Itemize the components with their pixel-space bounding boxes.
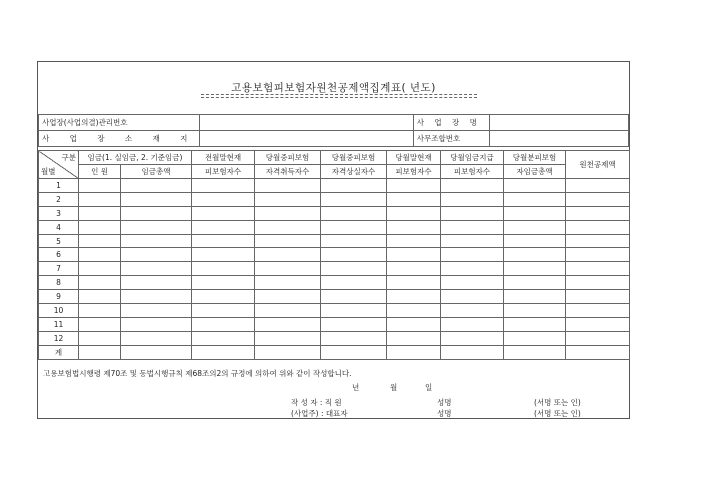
table-cell[interactable] (79, 331, 121, 345)
row-label: 3 (39, 206, 79, 220)
writer-name-label: 성명 (437, 398, 452, 407)
table-cell[interactable] (387, 248, 441, 262)
footer-note: 고용보험법시행령 제70조 및 동법시행규칙 제68조의2의 규정에 의하여 위와 같이 작성합니다. (43, 369, 352, 378)
row-label: 9 (39, 290, 79, 304)
row-label: 1 (39, 179, 79, 193)
col-header-top-1: 전월말현재 (192, 151, 255, 165)
address-label: 사 업 장 소 재 지 (39, 131, 200, 147)
table-cell[interactable] (321, 262, 387, 276)
col-header-bottom-2: 자격취득자수 (255, 165, 321, 179)
table-cell[interactable] (255, 304, 321, 318)
table-cell[interactable] (192, 206, 255, 220)
table-cell[interactable] (441, 317, 504, 331)
col-header-bottom-1: 피보험자수 (192, 165, 255, 179)
office-field[interactable] (490, 131, 629, 147)
table-cell[interactable] (566, 262, 630, 276)
table-cell[interactable] (441, 262, 504, 276)
table-cell[interactable] (79, 345, 121, 359)
col-header-bottom-3: 자격상실자수 (321, 165, 387, 179)
table-row (39, 206, 630, 220)
table-cell[interactable] (321, 290, 387, 304)
table-cell[interactable] (192, 262, 255, 276)
table-cell[interactable] (255, 290, 321, 304)
table-row (39, 234, 630, 248)
table-cell[interactable] (504, 345, 566, 359)
table-cell[interactable] (566, 345, 630, 359)
table-cell[interactable] (387, 206, 441, 220)
table-row (39, 192, 630, 206)
table-cell[interactable] (387, 220, 441, 234)
table-cell[interactable] (441, 179, 504, 193)
table-cell[interactable] (387, 331, 441, 345)
row-label: 7 (39, 262, 79, 276)
table-cell[interactable] (79, 206, 121, 220)
table-cell[interactable] (387, 234, 441, 248)
table-cell[interactable] (79, 234, 121, 248)
table-cell[interactable] (192, 276, 255, 290)
table-cell[interactable] (255, 206, 321, 220)
table-cell[interactable] (441, 220, 504, 234)
table-row (39, 220, 630, 234)
row-label: 6 (39, 248, 79, 262)
table-cell[interactable] (192, 234, 255, 248)
table-cell[interactable] (321, 248, 387, 262)
table-cell[interactable] (566, 276, 630, 290)
table-cell[interactable] (121, 248, 192, 262)
table-row (39, 276, 630, 290)
table-cell[interactable] (566, 331, 630, 345)
table-cell[interactable] (566, 290, 630, 304)
title-underline (201, 94, 477, 98)
table-cell[interactable] (192, 304, 255, 318)
table-cell[interactable] (255, 276, 321, 290)
table-cell[interactable] (79, 262, 121, 276)
table-cell[interactable] (121, 276, 192, 290)
employer-label: (사업주) : 대표자 (291, 409, 348, 418)
table-cell[interactable] (121, 192, 192, 206)
table-cell[interactable] (387, 304, 441, 318)
table-cell[interactable] (192, 192, 255, 206)
site-name-label: 사 업 장 명 (413, 115, 490, 131)
table-cell[interactable] (566, 179, 630, 193)
table-row (39, 345, 630, 359)
table-cell[interactable] (192, 345, 255, 359)
table-cell[interactable] (321, 220, 387, 234)
table-cell[interactable] (255, 248, 321, 262)
table-cell[interactable] (566, 220, 630, 234)
table-cell[interactable] (321, 179, 387, 193)
table-cell[interactable] (79, 276, 121, 290)
col-header-bottom-6: 자임금총액 (504, 165, 566, 179)
table-cell[interactable] (79, 248, 121, 262)
table-cell[interactable] (441, 234, 504, 248)
table-cell[interactable] (192, 331, 255, 345)
table-cell[interactable] (441, 290, 504, 304)
table-cell[interactable] (566, 234, 630, 248)
table-cell[interactable] (504, 220, 566, 234)
table-row (39, 262, 630, 276)
table-cell[interactable] (441, 304, 504, 318)
row-label: 5 (39, 234, 79, 248)
table-cell[interactable] (79, 317, 121, 331)
table-cell[interactable] (504, 290, 566, 304)
table-cell[interactable] (121, 234, 192, 248)
table-cell[interactable] (504, 304, 566, 318)
col-header-top-2: 당월중피보험 (255, 151, 321, 165)
site-mgmt-field[interactable] (200, 115, 413, 131)
diag-top-label: 구분 (61, 153, 76, 162)
table-cell[interactable] (504, 317, 566, 331)
table-cell[interactable] (255, 331, 321, 345)
data-rows (39, 179, 630, 360)
col-header-bottom-4: 피보험자수 (387, 165, 441, 179)
table-cell[interactable] (504, 276, 566, 290)
info-table (38, 114, 629, 147)
writer-label: 작 성 자 : 직 원 (291, 398, 342, 407)
form-frame (37, 61, 630, 419)
table-cell[interactable] (192, 317, 255, 331)
diag-bottom-label: 월별 (41, 167, 56, 176)
table-cell[interactable] (504, 192, 566, 206)
table-cell[interactable] (441, 206, 504, 220)
wage-group-header: 임금(1. 실임금, 2. 기준임금) (79, 151, 192, 165)
table-cell[interactable] (121, 331, 192, 345)
table-cell[interactable] (321, 276, 387, 290)
row-label: 계 (39, 345, 79, 359)
table-cell[interactable] (192, 179, 255, 193)
table-cell[interactable] (255, 317, 321, 331)
row-label: 8 (39, 276, 79, 290)
table-cell[interactable] (441, 192, 504, 206)
table-cell[interactable] (121, 317, 192, 331)
table-row (39, 317, 630, 331)
monthly-table (38, 150, 630, 360)
wage-sub-count: 인 원 (79, 165, 121, 179)
day-label: 일 (425, 383, 433, 392)
table-cell[interactable] (121, 206, 192, 220)
table-cell[interactable] (121, 304, 192, 318)
site-mgmt-label: 사업장(사업의결)관리번호 (39, 115, 200, 131)
table-cell[interactable] (79, 179, 121, 193)
site-name-field[interactable] (490, 115, 629, 131)
table-cell[interactable] (121, 179, 192, 193)
table-row (39, 331, 630, 345)
table-cell[interactable] (121, 290, 192, 304)
table-cell[interactable] (387, 290, 441, 304)
table-cell[interactable] (255, 234, 321, 248)
table-cell[interactable] (321, 304, 387, 318)
table-row (39, 290, 630, 304)
row-label: 10 (39, 304, 79, 318)
table-cell[interactable] (504, 262, 566, 276)
table-cell[interactable] (255, 220, 321, 234)
year-label: 년 (352, 383, 360, 392)
table-cell[interactable] (321, 192, 387, 206)
table-cell[interactable] (321, 345, 387, 359)
table-cell[interactable] (566, 304, 630, 318)
table-cell[interactable] (121, 345, 192, 359)
table-cell[interactable] (321, 234, 387, 248)
row-label: 12 (39, 331, 79, 345)
wage-sub-total: 임금총액 (121, 165, 192, 179)
col-header-top-5: 당월임금지급 (441, 151, 504, 165)
table-cell[interactable] (321, 331, 387, 345)
office-label: 사무조합번호 (413, 131, 490, 147)
diag-header-cell (39, 151, 79, 179)
table-cell[interactable] (566, 192, 630, 206)
table-cell[interactable] (504, 206, 566, 220)
table-cell[interactable] (504, 179, 566, 193)
col-header-last: 원천공제액 (566, 151, 630, 179)
writer-sign-label: (서명 또는 인) (534, 398, 581, 407)
col-header-top-3: 당월중피보험 (321, 151, 387, 165)
table-cell[interactable] (566, 317, 630, 331)
table-cell[interactable] (321, 317, 387, 331)
table-cell[interactable] (387, 192, 441, 206)
table-cell[interactable] (387, 276, 441, 290)
table-cell[interactable] (387, 317, 441, 331)
table-cell[interactable] (255, 179, 321, 193)
table-cell[interactable] (504, 331, 566, 345)
row-label: 4 (39, 220, 79, 234)
table-cell[interactable] (79, 220, 121, 234)
table-row (39, 304, 630, 318)
table-cell[interactable] (504, 234, 566, 248)
address-field[interactable] (200, 131, 413, 147)
table-cell[interactable] (121, 220, 192, 234)
employer-name-label: 성명 (437, 409, 452, 418)
table-cell[interactable] (79, 290, 121, 304)
table-cell[interactable] (441, 331, 504, 345)
col-header-top-6: 당월분피보험 (504, 151, 566, 165)
table-cell[interactable] (79, 304, 121, 318)
table-cell[interactable] (441, 345, 504, 359)
table-cell[interactable] (255, 262, 321, 276)
table-cell[interactable] (79, 192, 121, 206)
table-cell[interactable] (566, 206, 630, 220)
table-cell[interactable] (566, 248, 630, 262)
table-cell[interactable] (192, 220, 255, 234)
table-cell[interactable] (387, 179, 441, 193)
row-label: 11 (39, 317, 79, 331)
table-cell[interactable] (387, 262, 441, 276)
form-title: 고용보험피보험자원천공제액집계표( 년도) (231, 82, 436, 94)
table-cell[interactable] (255, 192, 321, 206)
table-cell[interactable] (192, 248, 255, 262)
table-cell[interactable] (255, 345, 321, 359)
table-cell[interactable] (504, 248, 566, 262)
table-cell[interactable] (387, 345, 441, 359)
table-cell[interactable] (192, 290, 255, 304)
employer-sign-label: (서명 또는 인) (534, 409, 581, 418)
month-label: 월 (390, 383, 398, 392)
table-row (39, 179, 630, 193)
table-cell[interactable] (441, 248, 504, 262)
table-cell[interactable] (441, 276, 504, 290)
table-cell[interactable] (121, 262, 192, 276)
col-header-bottom-5: 피보험자수 (441, 165, 504, 179)
table-row (39, 248, 630, 262)
row-label: 2 (39, 192, 79, 206)
table-cell[interactable] (321, 206, 387, 220)
col-header-top-4: 당월말현재 (387, 151, 441, 165)
